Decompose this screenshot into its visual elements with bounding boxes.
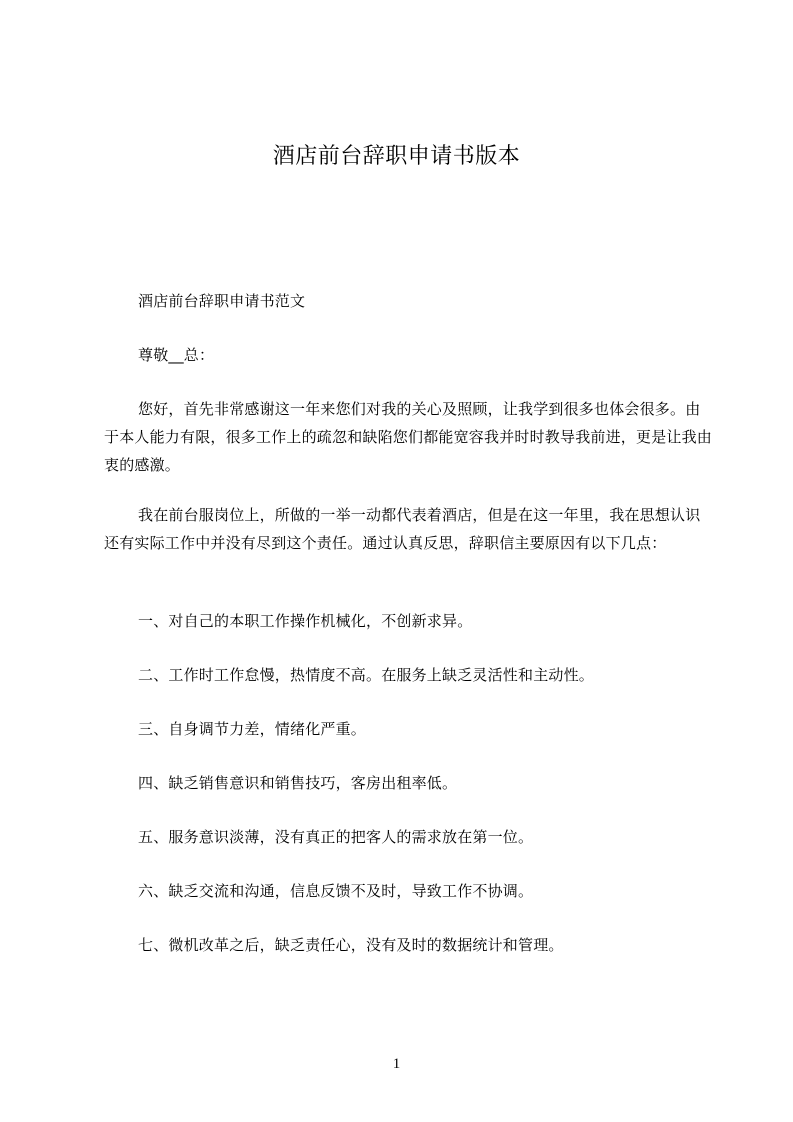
reason-item-5: 五、服务意识淡薄，没有真正的把客人的需求放在第一位。 xyxy=(138,828,534,846)
reason-item-6: 六、缺乏交流和沟通，信息反馈不及时，导致工作不协调。 xyxy=(138,882,534,900)
reason-item-2: 二、工作时工作怠慢，热情度不高。在服务上缺乏灵活性和主动性。 xyxy=(138,666,595,684)
document-title: 酒店前台辞职申请书版本 xyxy=(272,144,521,169)
salutation: 尊敬__总： xyxy=(138,346,215,364)
reason-item-1: 一、对自己的本职工作操作机械化，不创新求异。 xyxy=(138,612,473,630)
document-subtitle: 酒店前台辞职申请书范文 xyxy=(138,292,306,310)
body-paragraph-2: 我在前台服岗位上，所做的一举一动都代表着酒店，但是在这一年里，我在思想认识还有实际工作中并没有尽到这个责任。通过认真反思，辞职信主要原因有以下几点： xyxy=(104,506,701,552)
body-paragraph-1: 您好，首先非常感谢这一年来您们对我的关心及照顾，让我学到很多也体会很多。由于本人能力有限，很多工作上的疏忽和缺陷您们都能宽容我并时时教导我前进，更是让我由衷的感激。 xyxy=(104,400,713,474)
reason-item-3: 三、自身调节力差，情绪化严重。 xyxy=(138,720,367,738)
reason-item-4: 四、缺乏销售意识和销售技巧，客房出租率低。 xyxy=(138,774,458,792)
page-number: 1 xyxy=(392,1056,401,1072)
reason-item-7: 七、微机改革之后，缺乏责任心，没有及时的数据统计和管理。 xyxy=(138,936,564,954)
